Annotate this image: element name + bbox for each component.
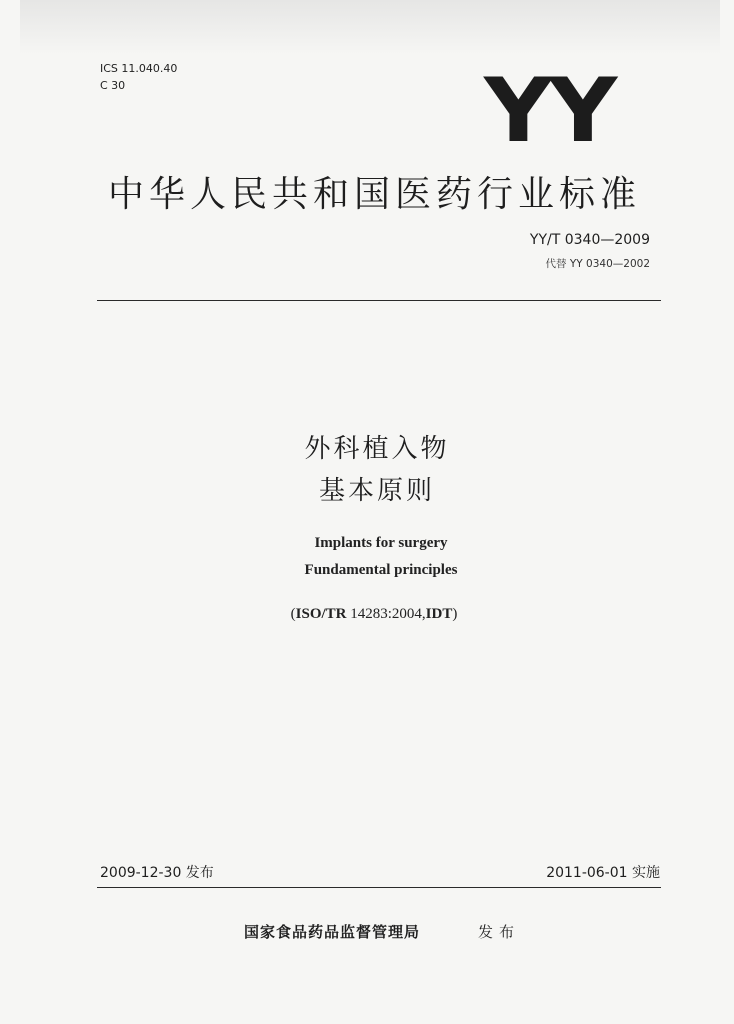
iso-close: )	[452, 606, 458, 622]
iso-num: 14283:2004,	[346, 606, 426, 622]
iso-ref: ISO/TR	[295, 606, 347, 622]
iso-idt: IDT	[425, 606, 453, 622]
replaces-standard: 代替 YY 0340—2002	[545, 258, 650, 270]
ccs-code: C 30	[100, 79, 126, 92]
title-en-line2: Fundamental principles	[304, 562, 458, 578]
title-cn-line1: 外科植入物	[304, 434, 450, 464]
title-en-line1: Implants for surgery	[314, 535, 448, 551]
top-divider	[97, 300, 661, 301]
bottom-divider	[97, 887, 661, 888]
publish-label: 发布	[478, 923, 521, 941]
effective-date: 2011-06-01 实施	[546, 865, 660, 881]
yy-logo: YY	[484, 59, 614, 162]
publisher-name: 国家食品药品监督管理局	[244, 923, 421, 941]
iso-reference	[0, 606, 734, 623]
standard-number: YY/T 0340—2009	[529, 232, 650, 248]
scan-shadow	[20, 0, 720, 55]
iso-open: (	[290, 606, 296, 622]
ics-code: ICS 11.040.40	[100, 62, 178, 75]
issue-date: 2009-12-30 发布	[100, 865, 214, 881]
classification-codes	[100, 60, 177, 94]
standard-type-heading: 中华人民共和国医药行业标准	[108, 174, 642, 215]
title-cn-line2: 基本原则	[318, 476, 435, 506]
